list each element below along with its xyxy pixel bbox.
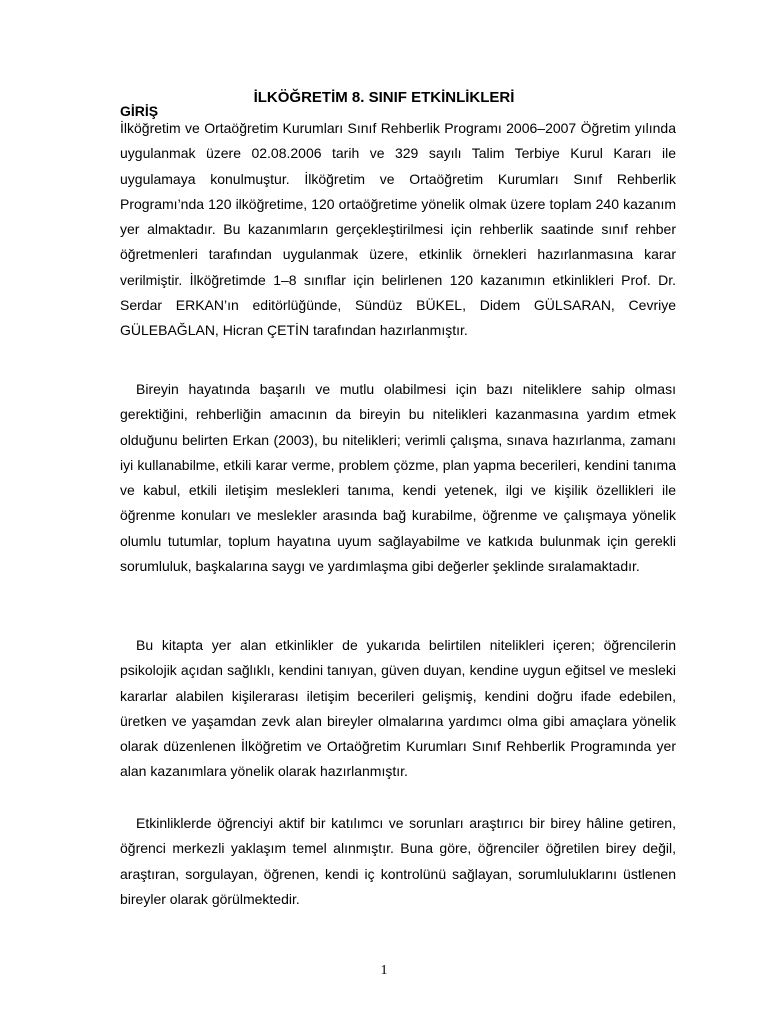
page-number: 1 (380, 963, 388, 978)
section-heading: GİRİŞ (120, 103, 159, 119)
paragraph-approach: Etkinliklerde öğrenciyi aktif bir katılımcı ve sorunları araştırıcı bir birey hâline getiren, öğrenci merkezli yaklaşım temel alınmıştır. Buna göre, öğrenciler öğretilen birey değil, araştıran, sorgulayan, öğrenen, kendi iç kontrolünü sağlayan, sorumluluklarını üstlenen bireyler olarak görülmektedir. (120, 815, 676, 907)
page-title: İLKÖĞRETİM 8. SINIF ETKİNLİKLERİ (253, 89, 515, 106)
paragraph-intro: İlköğretim ve Ortaöğretim Kurumları Sınıf Rehberlik Programı 2006–2007 Öğretim yılında uygulanmak üzere 02.08.2006 tarih ve 329 sayılı Talim Terbiye Kurul Kararı ile uygulamaya konulmuştur. İlköğretim ve Ortaöğretim Kurumları Sınıf Rehberlik Programı’nda 120 ilköğretime, 120 ortaöğretime yönelik olmak üzere toplam 240 kazanım yer almaktadır. Bu kazanımların gerçekleştirilmesi için rehberlik saatinde sınıf rehber öğretmenleri tarafından uygulanmak üzere, etkinlik örnekleri hazırlanmasına karar verilmiştir. İlköğretimde 1–8 sınıflar için belirlenen 120 kazanımın etkinlikleri Prof. Dr. Serdar ERKAN’ın editörlüğünde, Sündüz BÜKEL, Didem GÜLSARAN, Cevriye GÜLEBAĞLAN, Hicran ÇETİN tarafından hazırlanmıştır. (120, 120, 676, 339)
paragraph-activities: Bu kitapta yer alan etkinlikler de yukarıda belirtilen nitelikleri içeren; öğrencilerin psikolojik açıdan sağlıklı, kendini tanıyan, güven duyan, kendine uygun eğitsel ve mesleki kararlar alabilen kişilerarası iletişim becerileri gelişmiş, kendini doğru ifade edebilen, üretken ve yaşamdan zevk alan bireyler olmalarına yardımcı olma gibi amaçlara yönelik olarak düzenlenen İlköğretim ve Ortaöğretim Kurumları Sınıf Rehberlik Programında yer alan kazanımlara yönelik olarak hazırlanmıştır. (120, 637, 676, 780)
paragraph-qualities: Bireyin hayatında başarılı ve mutlu olabilmesi için bazı niteliklere sahip olması gerektiğini, rehberliğin amacının da bireyin bu nitelikleri kazanmasına yardım etmek olduğunu belirten Erkan (2003), bu nitelikleri; verimli çalışma, sınava hazırlanma, zamanı iyi kullanabilme, etkili karar verme, problem çözme, plan yapma becerileri, kendini tanıma ve kabul, etkili iletişim meslekleri tanıma, kendi yetenek, ilgi ve kişilik özellikleri ile öğrenme konuları ve meslekler arasında bağ kurabilme, öğrenme ve çalışmaya yönelik olumlu tutumlar, toplum hayatına uyum sağlayabilme ve katkıda bulunmak için gerekli sorumluluk, başkalarına saygı ve yardımlaşma gibi değerler şeklinde sıralamaktadır. (120, 381, 676, 575)
